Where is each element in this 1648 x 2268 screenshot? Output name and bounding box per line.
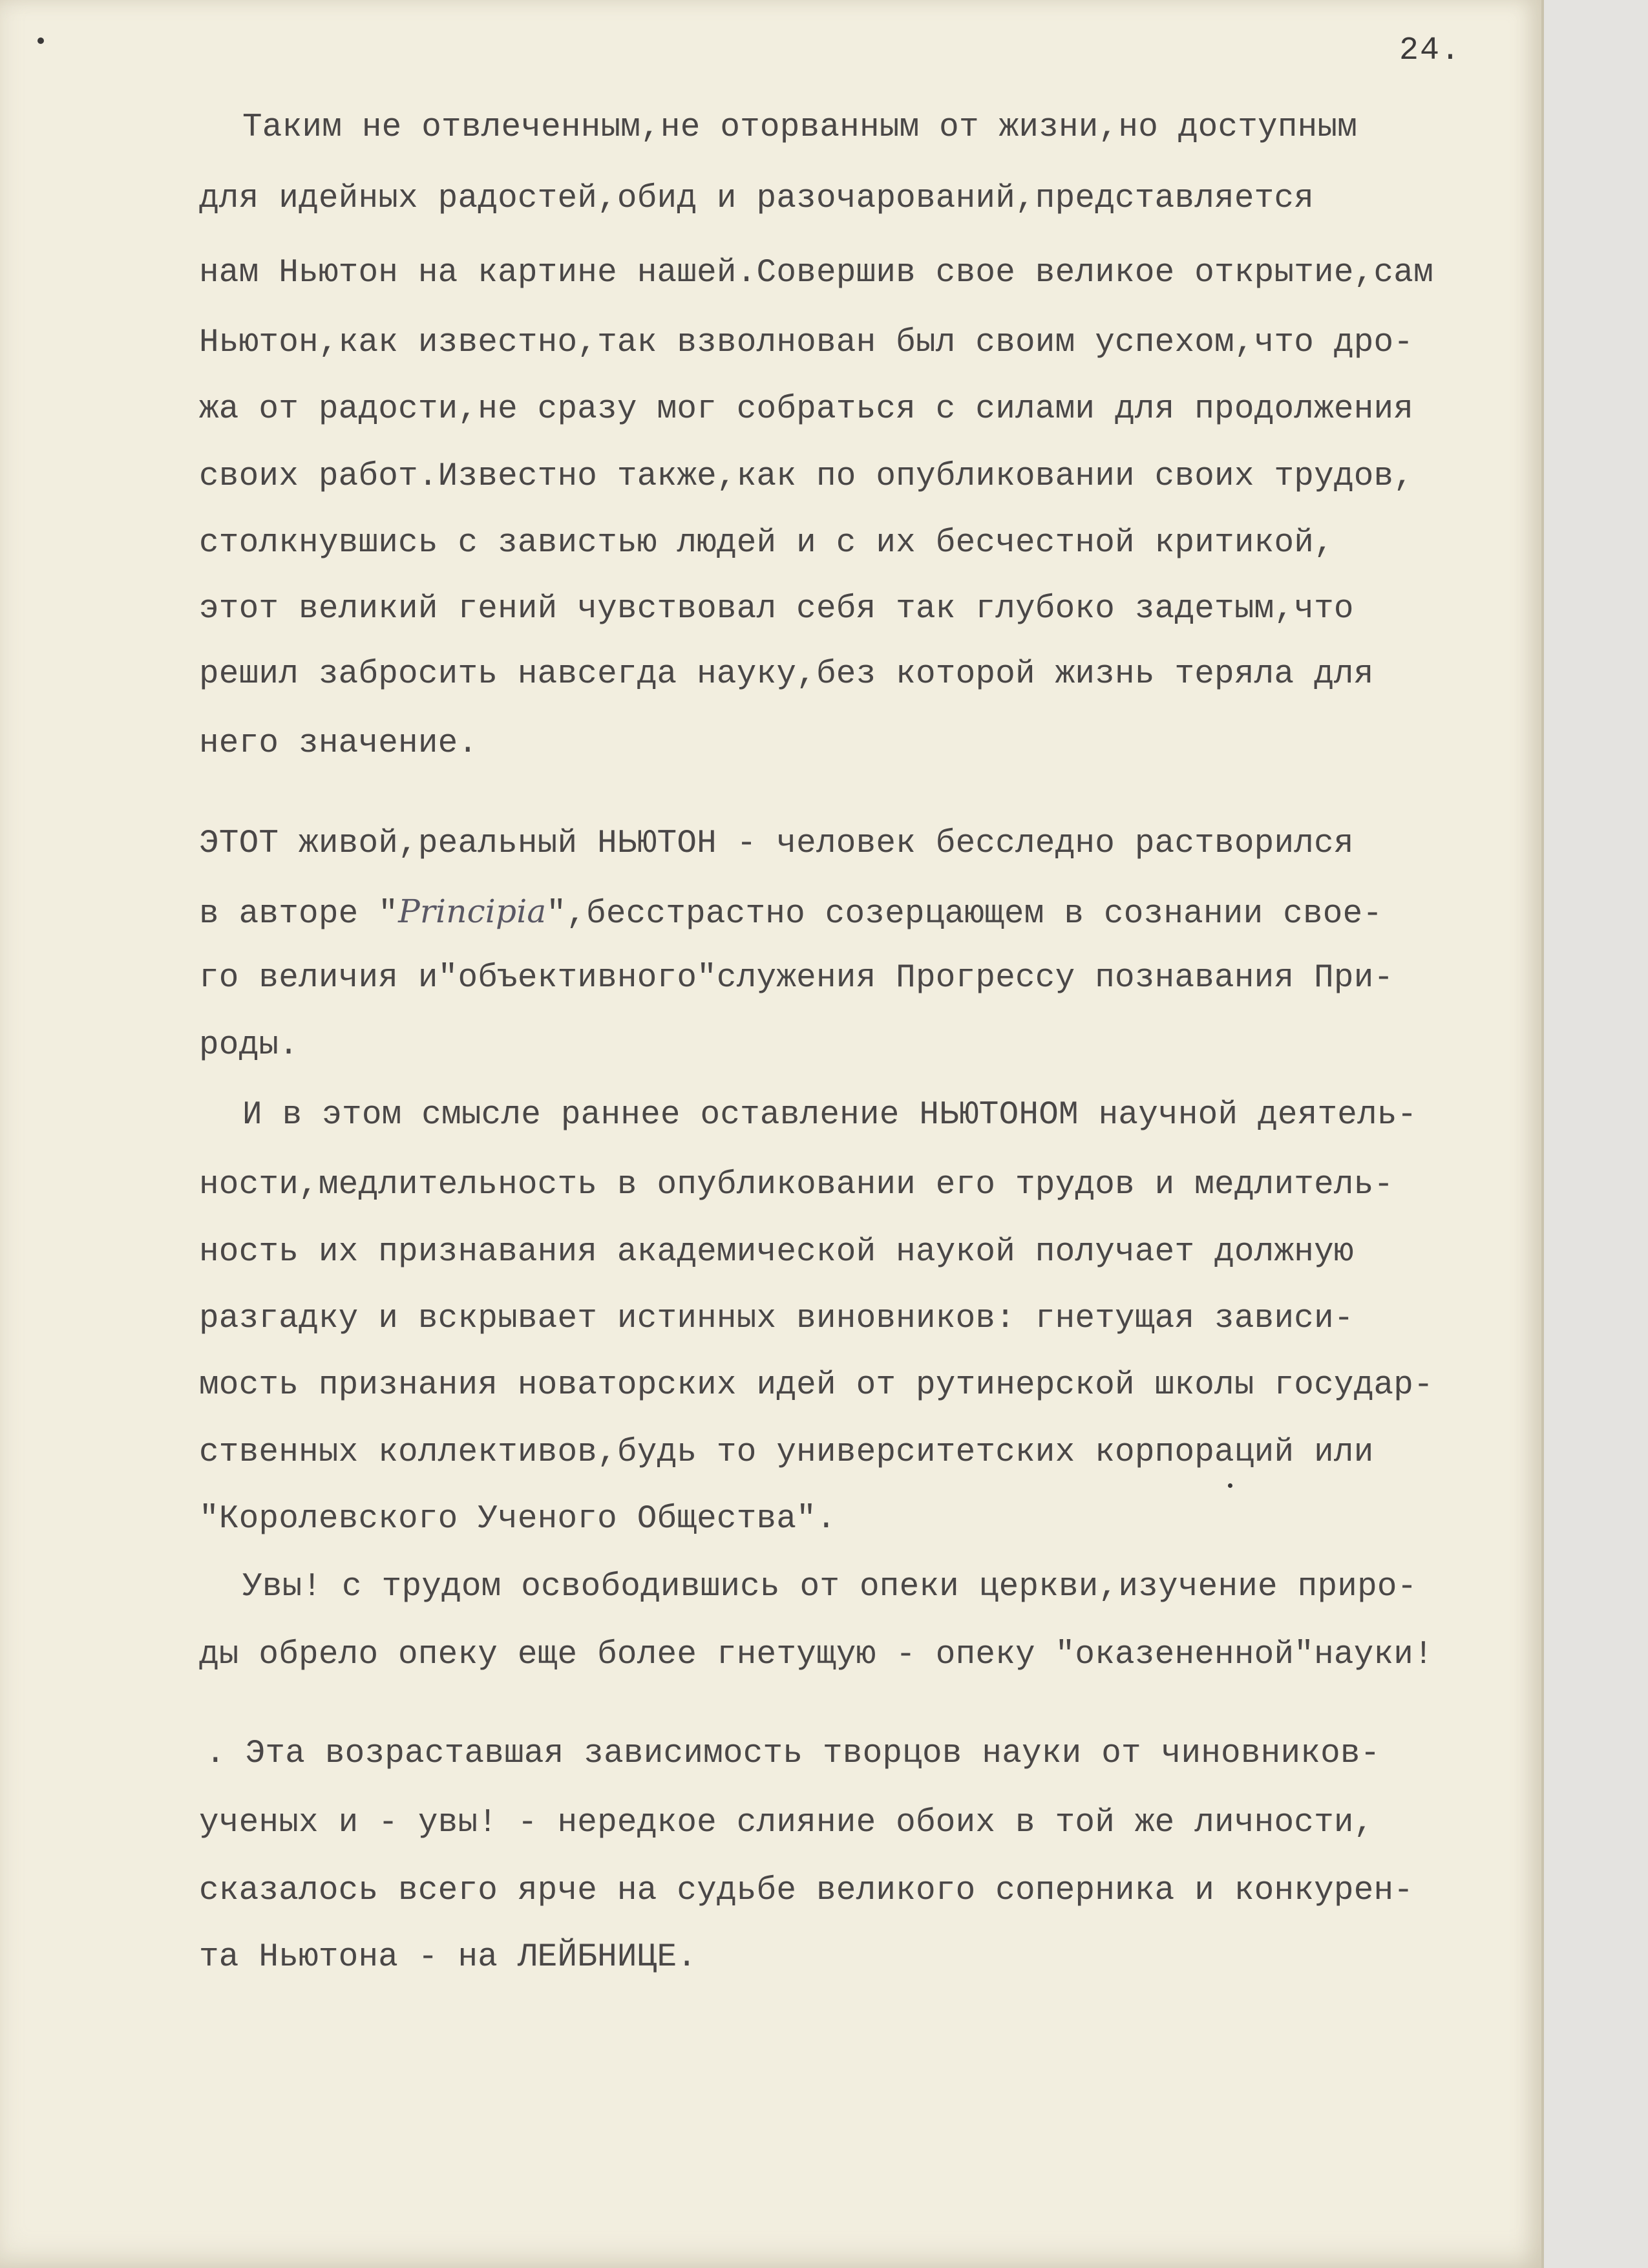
paragraph-1-line-8: этот великий гений чувствовал себя так глубоко задетым,что	[199, 591, 1354, 628]
ink-speck	[1228, 1483, 1232, 1488]
paragraph-1-line-4: Ньютон,как известно,так взволнован был своим успехом,что дро-	[199, 324, 1414, 361]
ink-speck	[37, 37, 44, 44]
paragraph-1-line-9: решил забросить навсегда науку,без которой жизнь теряла для	[199, 656, 1374, 693]
paragraph-4-line-2: ды обрело опеку еще более гнетущую - опеку "оказененной"науки!	[199, 1637, 1433, 1673]
paragraph-2-line-4: роды.	[199, 1027, 299, 1064]
paragraph-3-line-7: "Королевского Ученого Общества".	[199, 1501, 836, 1538]
paragraph-5-line-1: . Эта возраставшая зависимость творцов науки от чиновников-	[206, 1735, 1380, 1772]
paragraph-2-line-3: го величия и"объективного"служения Прогрессу познавания При-	[199, 960, 1394, 997]
paragraph-3-line-2: ности,медлительность в опубликовании его трудов и медлитель-	[199, 1167, 1394, 1203]
paragraph-5-line-3: сказалось всего ярче на судьбе великого соперника и конкурен-	[199, 1872, 1414, 1909]
paragraph-1-line-1: Таким не отвлеченным,не оторванным от жизни,но доступным	[242, 109, 1358, 146]
paragraph-2-line-2-suffix: ",бесстрастно созерцающем в сознании свое-	[546, 896, 1383, 933]
paragraph-1-line-6: своих работ.Известно также,как по опубликовании своих трудов,	[199, 458, 1414, 495]
handwritten-principia: Principia	[398, 893, 547, 930]
paragraph-3-line-5: мость признания новаторских идей от рутинерской школы государ-	[199, 1367, 1433, 1404]
paragraph-5-line-4: та Ньютона - на ЛЕЙБНИЦЕ.	[199, 1939, 697, 1976]
paragraph-1-line-2: для идейных радостей,обид и разочарований,представляется	[199, 180, 1315, 217]
paragraph-1-line-7: столкнувшись с завистью людей и с их бесчестной критикой,	[199, 525, 1334, 562]
paragraph-3-line-4: разгадку и вскрывает истинных виновников: гнетущая зависи-	[199, 1300, 1354, 1337]
paragraph-3-line-6: ственных коллективов,будь то университетских корпораций или	[199, 1434, 1374, 1471]
paragraph-1-line-5: жа от радости,не сразу мог собраться с силами для продолжения	[199, 391, 1414, 428]
paragraph-3-line-3: ность их признавания академической наукой получает должную	[199, 1234, 1354, 1271]
paragraph-2-line-2-prefix: в авторе "	[199, 896, 399, 933]
scanner-background-strip	[1541, 0, 1648, 2268]
page-number: 24.	[1399, 32, 1462, 69]
paragraph-2-line-2	[199, 895, 1382, 931]
paragraph-5-line-2: ученых и - увы! - нередкое слияние обоих в той же личности,	[199, 1805, 1374, 1841]
paragraph-3-line-1: И в этом смысле раннее оставление НЬЮТОНОМ научной деятель-	[242, 1097, 1417, 1134]
paragraph-1-line-3: нам Ньютон на картине нашей.Совершив свое великое открытие,сам	[199, 255, 1433, 291]
paragraph-4-line-1: Увы! с трудом освободившись от опеки церкви,изучение приро-	[242, 1569, 1417, 1606]
paragraph-1-line-10: него значение.	[199, 725, 478, 762]
paragraph-2-line-1: ЭТОТ живой,реальный НЬЮТОН - человек бесследно растворился	[199, 825, 1354, 862]
